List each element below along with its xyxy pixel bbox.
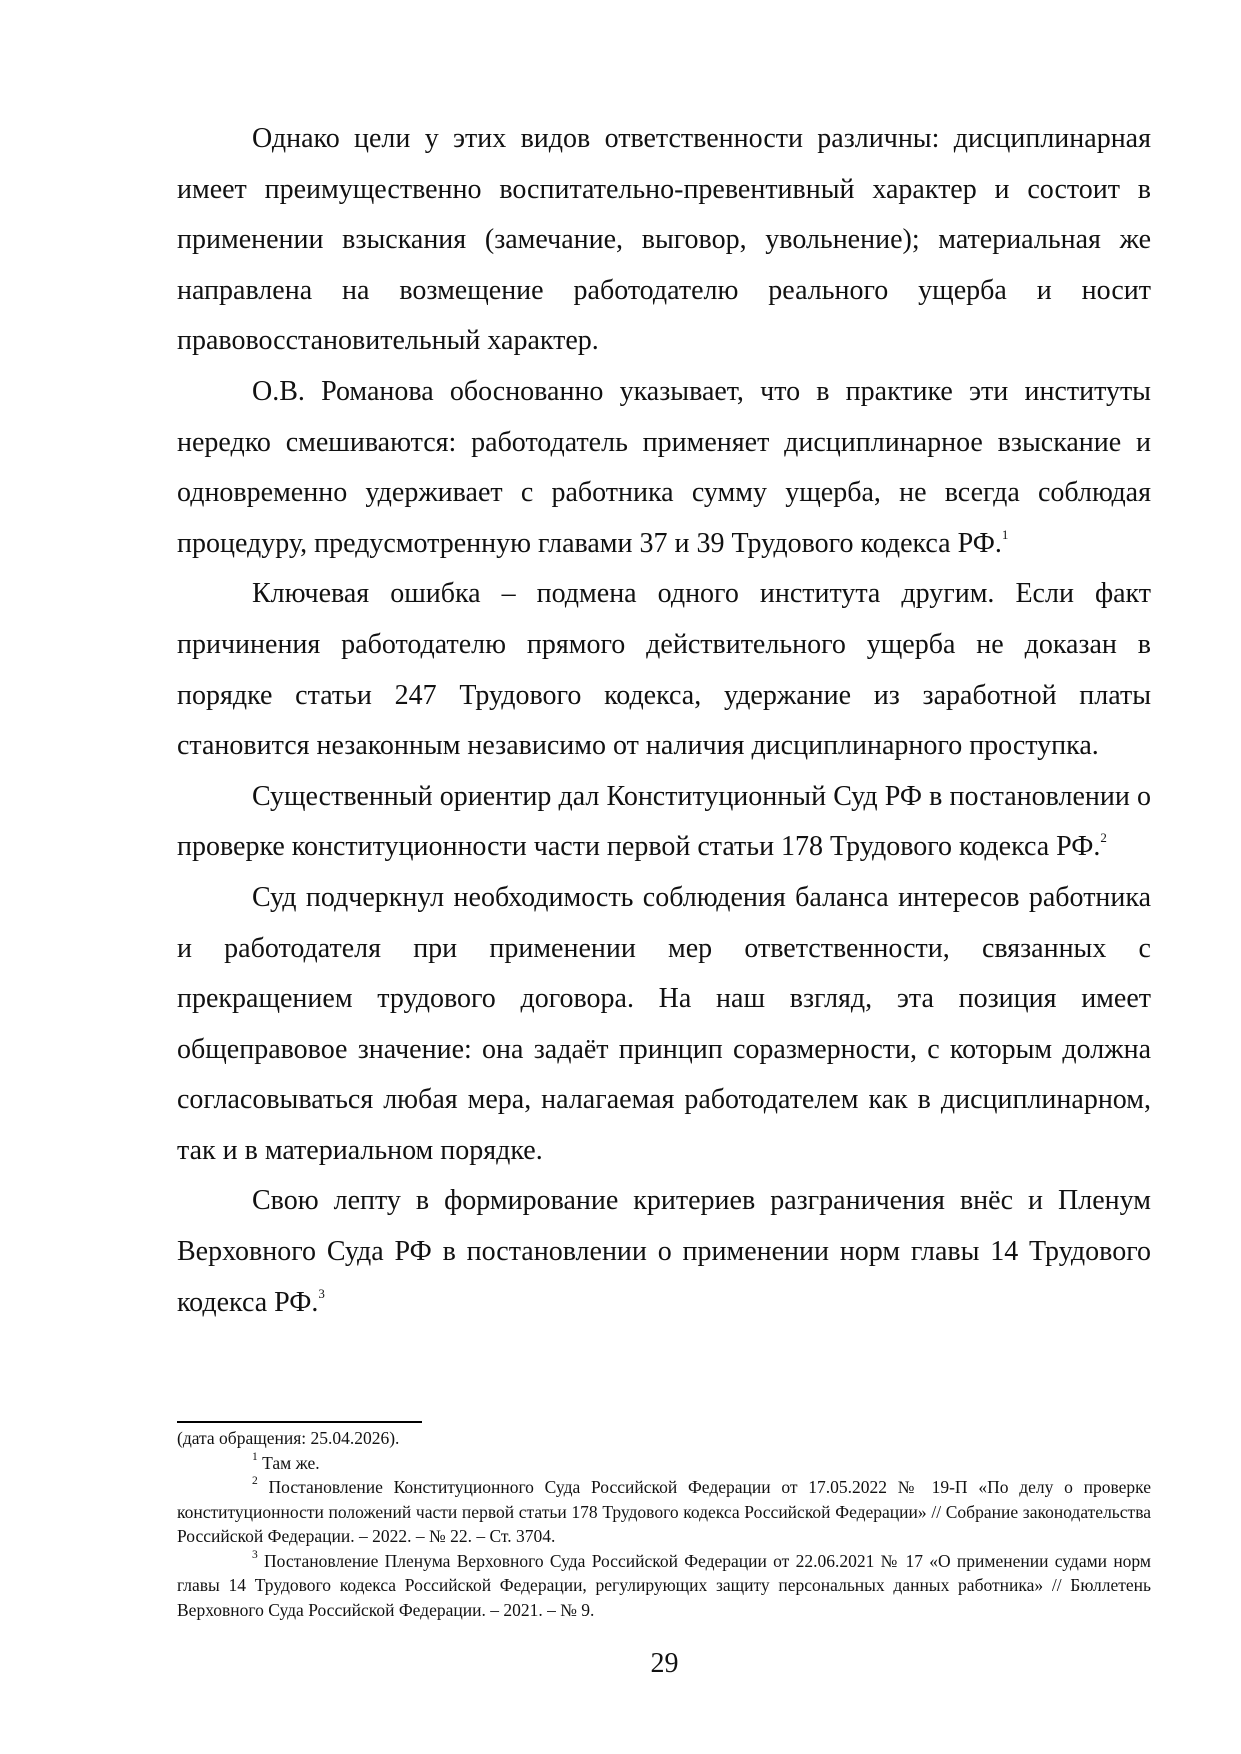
paragraph-text: Ключевая ошибка – подмена одного института другим. Если факт причинения работодателю прямого действительного ущерба не доказан в порядке статьи 247 Трудового кодекса, удержание из заработной платы становится незаконным независимо от наличия дисциплинарного проступка.	[177, 578, 1151, 762]
footnotes	[177, 1426, 1151, 1622]
footnote	[177, 1549, 1151, 1623]
paragraph-text: Однако цели у этих видов ответственности различны: дисциплинарная имеет преимущественно воспитательно-превентивный характер и состоит в применении взыскания (замечание, выговор, увольнение); материальная же направлена на возмещение работодателю реального ущерба и носит правовосстановительный характер.	[177, 123, 1151, 357]
paragraph	[177, 114, 1151, 367]
main-text	[177, 114, 1151, 1328]
footnote-number: 1	[252, 1450, 258, 1463]
paragraph-text: Суд подчеркнул необходимость соблюдения баланса интересов работника и работодателя при применении мер ответственности, связанных с прекращением трудового договора. На наш взгляд, эта позиция имеет общеправовое значение: она задаёт принцип соразмерности, с которым должна согласовываться любая мера, налагаемая работодателем как в дисциплинарном, так и в материальном порядке.	[177, 881, 1151, 1166]
paragraph	[177, 367, 1151, 569]
paragraph	[177, 772, 1151, 873]
paragraph-text: Свою лепту в формирование критериев разграничения внёс и Пленум Верховного Суда РФ в постановлении о применении норм главы 14 Трудового кодекса РФ.	[177, 1185, 1151, 1318]
paragraph	[177, 1176, 1151, 1328]
footnote-number: 3	[252, 1548, 258, 1561]
footnote-separator	[177, 1421, 422, 1423]
footnote-number: 2	[252, 1475, 258, 1487]
footnote	[177, 1475, 1151, 1549]
footnote-text: Постановление Пленума Верховного Суда Российской Федерации от 22.06.2021 № 17 «О применении судами норм главы 14 Трудового кодекса Российской Федерации, регулирующих защиту персональных данных работника» // Бюллетень Верховного Суда Российской Федерации. – 2021. – № 9.	[177, 1550, 1151, 1620]
footnote-text: Постановление Конституционного Суда Российской Федерации от 17.05.2022 № 19-П «По делу о проверке конституционности положений части первой статьи 178 Трудового кодекса Российской Федерации» // Собрание законодательства Российской Федерации. – 2022. – № 22. – Ст. 3704.	[177, 1477, 1151, 1546]
paragraph-text: Существенный ориентир дал Конституционный Суд РФ в постановлении о проверке конституционности части первой статьи 178 Трудового кодекса РФ.	[177, 780, 1151, 863]
paragraph-text: О.В. Романова обоснованно указывает, что в практике эти институты нередко смешиваются: работодатель применяет дисциплинарное взыскание и одновременно удерживает с работника сумму ущерба, не всегда соблюдая процедуру, предусмотренную главами 37 и 39 Трудового кодекса РФ.	[177, 375, 1151, 559]
footnote-reference[interactable]: 1	[1001, 526, 1009, 542]
footnote-reference[interactable]: 3	[318, 1285, 325, 1301]
paragraph	[177, 873, 1151, 1177]
footnote	[177, 1451, 1151, 1476]
footnote-text: Там же.	[262, 1452, 320, 1473]
paragraph	[177, 569, 1151, 771]
footnote-continuation: (дата обращения: 25.04.2026).	[177, 1428, 400, 1448]
footnote-reference[interactable]: 2	[1100, 830, 1107, 846]
page-number: 29	[650, 1648, 679, 1679]
